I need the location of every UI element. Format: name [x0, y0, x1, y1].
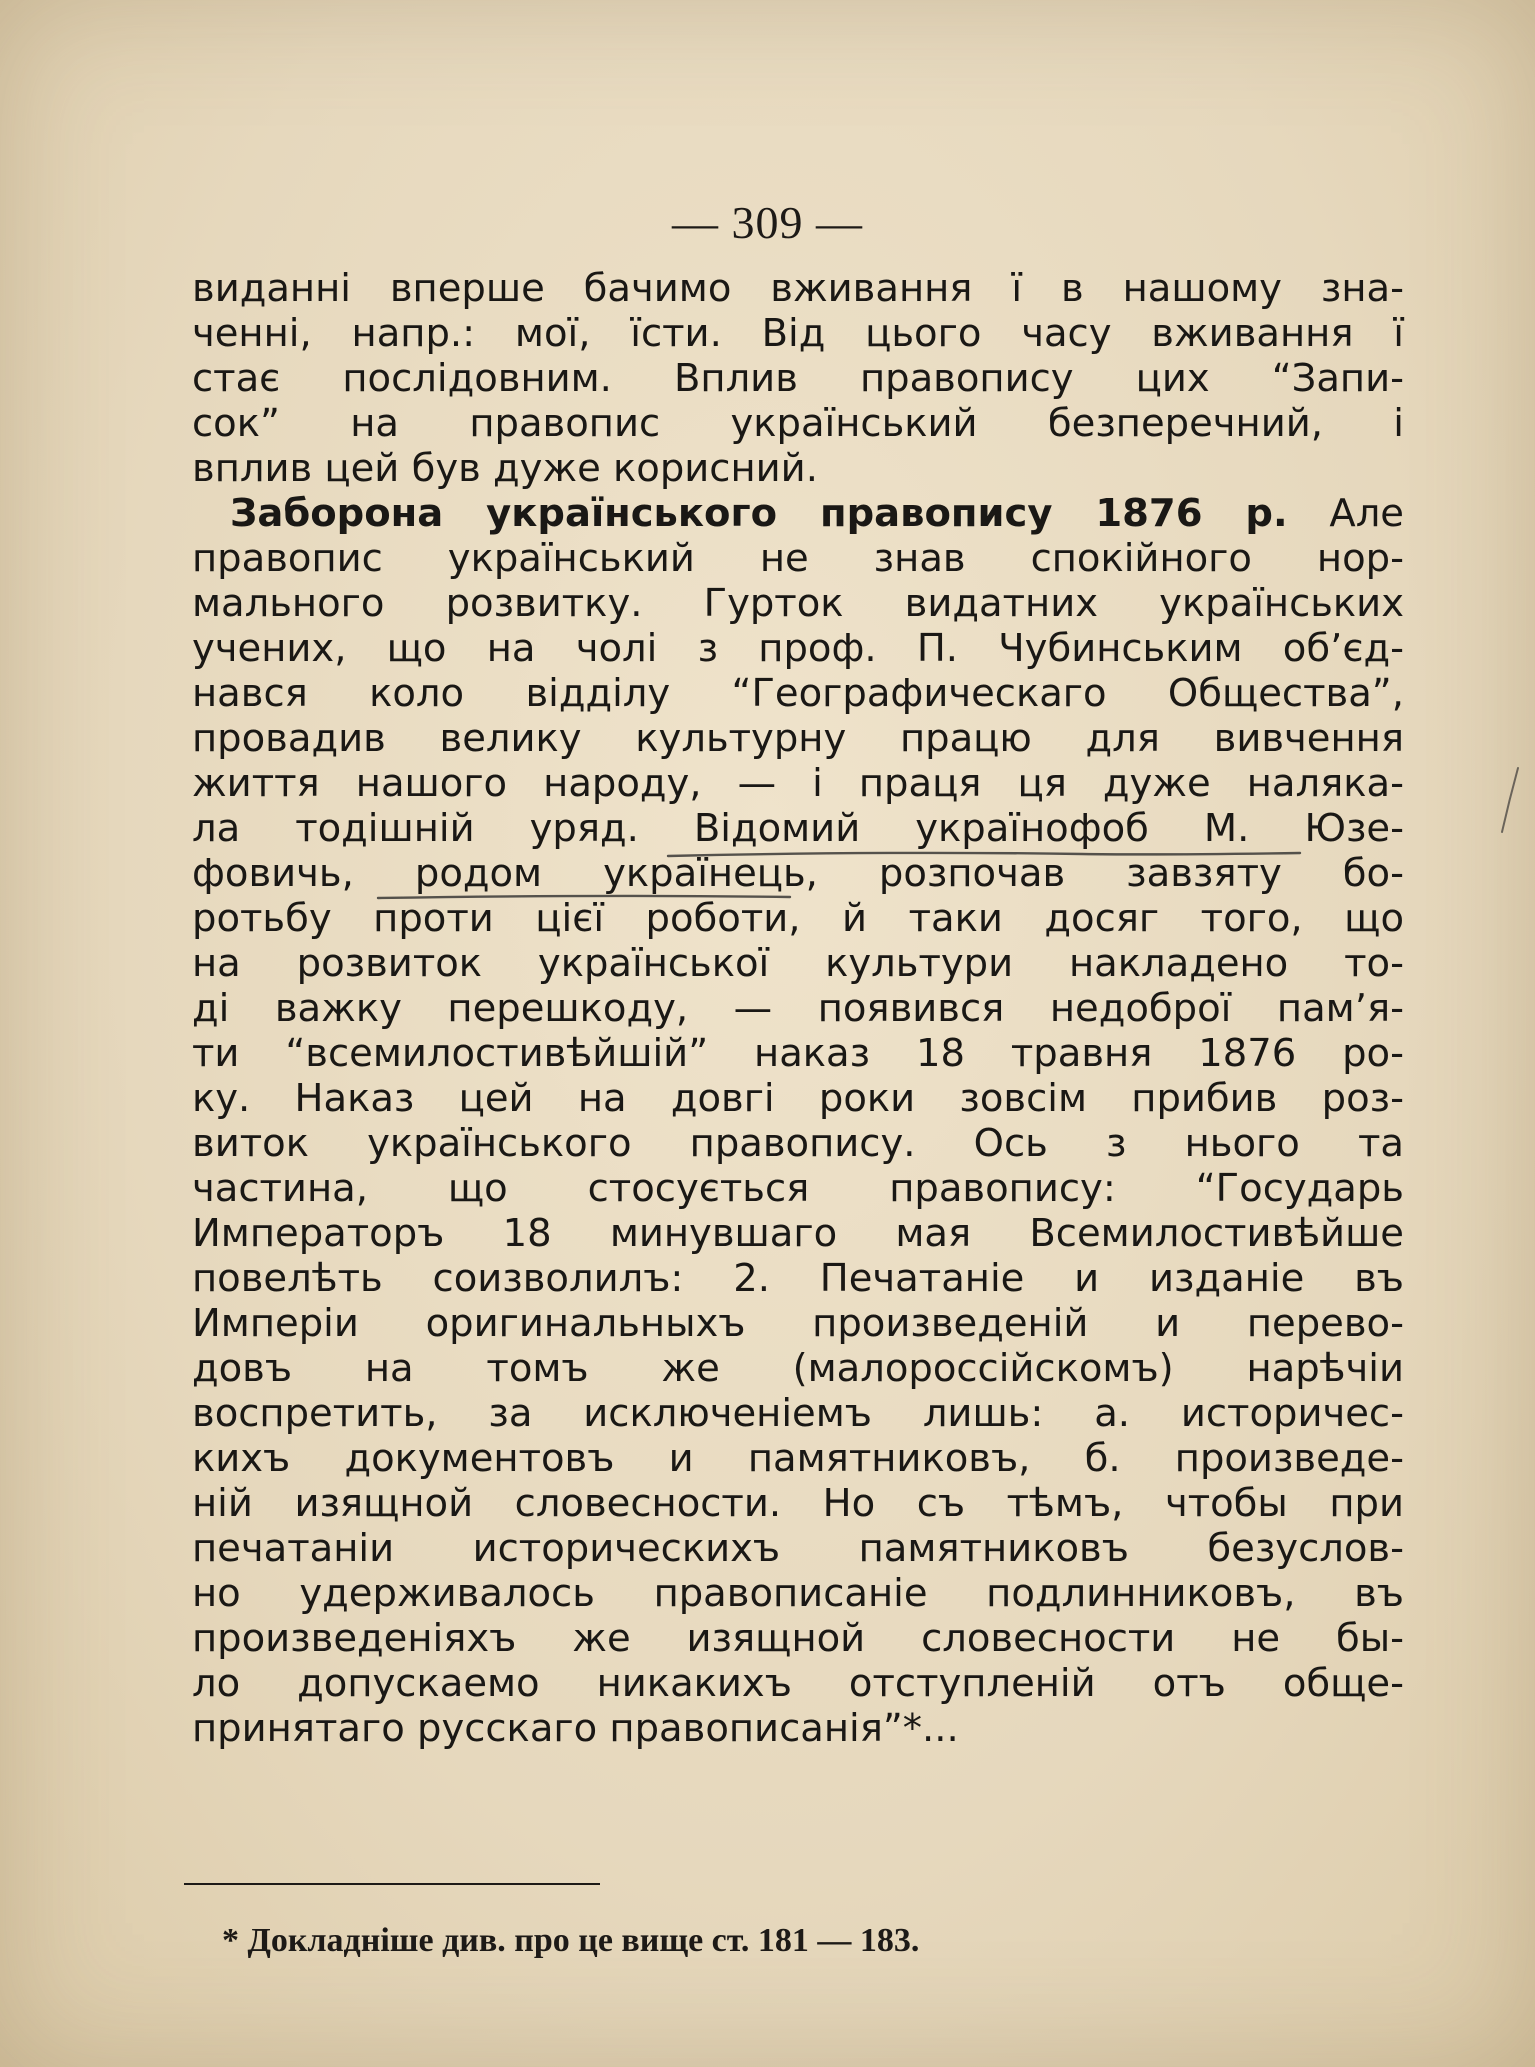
section-heading: Заборона українського правопису 1876 р. [230, 491, 1288, 536]
line-text: учених, що на чолі з проф. П. Чубинським об’єд- [192, 626, 1404, 671]
line-text: довъ на томъ же (малороссійскомъ) нарѣчіи [192, 1346, 1404, 1391]
line-text: ротьбу проти цієї роботи, й таки досяг того, що [192, 896, 1404, 941]
line-text: фовичь, родом українець, розпочав завзяту бо- [192, 851, 1404, 896]
text-line [192, 851, 1404, 896]
body-text [192, 266, 1404, 1751]
text-line [192, 356, 1404, 401]
text-line [192, 311, 1404, 356]
line-text: виток українського правопису. Ось з нього та [192, 1121, 1404, 1166]
text-line [192, 1121, 1404, 1166]
text-line [192, 491, 1404, 536]
line-text: частина, що стосується правопису: “Государь [192, 1166, 1404, 1211]
text-line [192, 581, 1404, 626]
text-line [192, 1526, 1404, 1571]
footnote-divider [184, 1883, 600, 1885]
line-text: повелѣть соизволилъ: 2. Печатаніе и изданіе въ [192, 1256, 1404, 1301]
line-text: ла тодішній уряд. Відомий українофоб М. Юзе- [192, 806, 1404, 851]
line-text: ку. Наказ цей на довгі роки зовсім прибив роз- [192, 1076, 1404, 1121]
line-text: Але [1287, 491, 1404, 536]
line-text: произведеніяхъ же изящной словесности не бы- [192, 1616, 1404, 1661]
line-text: життя нашого народу, — і праця ця дуже наляка- [192, 761, 1404, 806]
page-number: — 309 — [672, 197, 863, 248]
text-line [192, 1256, 1404, 1301]
line-text: кихъ документовъ и памятниковъ, б. произведе- [192, 1436, 1404, 1481]
text-line [192, 671, 1404, 716]
line-text: нався коло відділу “Географическаго Общества”, [192, 671, 1404, 716]
text-line [192, 896, 1404, 941]
text-line [192, 1571, 1404, 1616]
text-line [192, 1346, 1404, 1391]
line-text: на розвиток української культури накладено то- [192, 941, 1404, 986]
text-line [192, 1166, 1404, 1211]
line-text: стає послідовним. Вплив правопису цих “Запи- [192, 356, 1404, 401]
text-line [192, 1436, 1404, 1481]
line-text: Императоръ 18 минувшаго мая Всемилостивѣйше [192, 1211, 1404, 1256]
text-line [192, 1391, 1404, 1436]
text-line [192, 401, 1404, 446]
line-text: виданні вперше бачимо вживання ї в нашому зна- [192, 266, 1404, 311]
text-line [192, 536, 1404, 581]
text-line [192, 1481, 1404, 1526]
text-line [192, 761, 1404, 806]
text-line [192, 1076, 1404, 1121]
line-text: ло допускаемо никакихъ отступленій отъ обще- [192, 1661, 1404, 1706]
text-line [192, 446, 1404, 491]
footnote: * Докладніше див. про це вище ст. 181 — 183. [222, 1922, 920, 1959]
line-text: принятаго русскаго правописанія”*... [192, 1706, 959, 1751]
text-line [192, 1211, 1404, 1256]
line-text: сок” на правопис український безперечний, і [192, 401, 1404, 446]
text-line [192, 266, 1404, 311]
text-line [192, 1301, 1404, 1346]
text-line [192, 1661, 1404, 1706]
text-line [192, 716, 1404, 761]
line-text: Имперіи оригинальныхъ произведеній и перево- [192, 1301, 1404, 1346]
line-text: мального розвитку. Гурток видатних українських [192, 581, 1404, 626]
line-text: печатаніи историческихъ памятниковъ безуслов- [192, 1526, 1404, 1571]
line-text: но удерживалось правописаніе подлинниковъ, въ [192, 1571, 1404, 1616]
text-line [192, 806, 1404, 851]
line-text: ченні, напр.: мої, їсти. Від цього часу вживання ї [192, 311, 1404, 356]
text-line [192, 986, 1404, 1031]
line-text: ді важку перешкоду, — появився недоброї пам’я- [192, 986, 1404, 1031]
line-text: воспретить, за исключеніемъ лишь: а. историчес- [192, 1391, 1404, 1436]
text-line [192, 941, 1404, 986]
line-text: правопис український не знав спокійного нор- [192, 536, 1404, 581]
text-line [192, 1706, 1404, 1751]
line-text: вплив цей був дуже корисний. [192, 446, 818, 491]
text-line [192, 626, 1404, 671]
line-text: ній изящной словесности. Но съ тѣмъ, чтобы при [192, 1481, 1404, 1526]
text-line [192, 1616, 1404, 1661]
line-text: ти “всемилостивѣйшій” наказ 18 травня 1876 ро- [192, 1031, 1404, 1076]
line-text: провадив велику культурну працю для вивчення [192, 716, 1404, 761]
text-line [192, 1031, 1404, 1076]
